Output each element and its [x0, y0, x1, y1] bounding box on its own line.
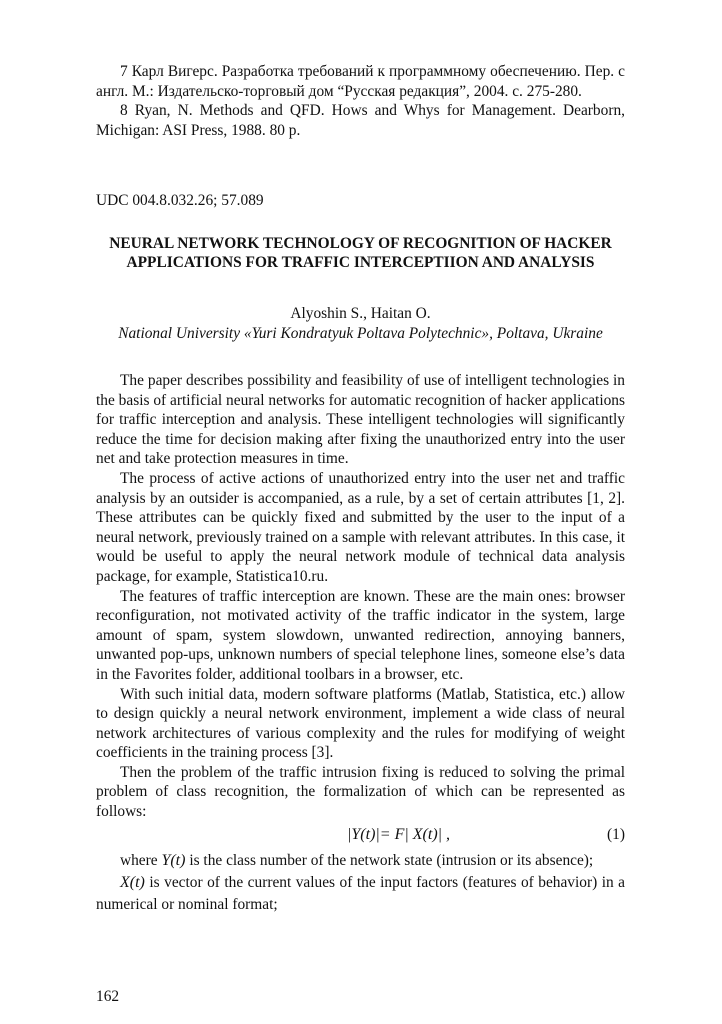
page-number: 162 [96, 988, 120, 1005]
paragraph-features: The features of traffic interception are known. These are the main ones: browser reconfiguration, not motivated activity of the traffic indicator in the system, large amount of spam, system slowdown, unwanted redirection, annoying banners, unwanted pop-ups, unknown numbers of special telephone lines, someone else’s data in the Favorites folder, additional toolbars in a browser, etc. [96, 587, 625, 683]
symbol-y: Y(t) [161, 851, 186, 869]
definition-y [96, 850, 625, 872]
authors: Alyoshin S., Haitan O. [290, 305, 431, 322]
definition-text: is the class number of the network state (intrusion or its absence); [189, 851, 594, 869]
article-body [96, 371, 625, 916]
paragraph-attributes: The process of active actions of unauthorized entry into the user net and traffic analysis by an outsider is accompanied, as a rule, by a set of certain attributes [1, 2]. These attributes can be quickly fixed and submitted by the user to the input of a neural network, previously trained on a sample with relevant attributes. In this case, it would be useful to apply the neural network module of technical data analysis package, for example, Statistica10.ru. [96, 469, 625, 585]
paper-title: NEURAL NETWORK TECHNOLOGY OF RECOGNITION OF HACKER APPLICATIONS FOR TRAFFIC INTERCEPTIION AND ANALYSIS [109, 235, 612, 271]
reference-8: 8 Ryan, N. Methods and QFD. Hows and Whys for Management. Dearborn, Michigan: ASI Press, 1988. 80 p. [96, 102, 625, 139]
equation-formula: |Y(t)|= F| X(t)| , [347, 825, 451, 843]
equation-number: (1) [607, 825, 625, 843]
definition-lead: where [120, 851, 162, 869]
references-block [96, 62, 625, 140]
definition-x [96, 872, 625, 916]
equation-1 [96, 824, 625, 850]
reference-7: 7 Карл Вигерс. Разработка требований к программному обеспечению. Пер. с англ. М.: Издательско-торговый дом “Русская редакция”, 2004. с. 275-280. [96, 63, 625, 100]
symbol-x: X(t) [120, 873, 145, 891]
udc-code: UDC 004.8.032.26; 57.089 [96, 192, 264, 209]
definition-text: is vector of the current values of the input factors (features of behavior) in a numerical or nominal format; [96, 873, 625, 913]
paragraph-platforms: With such initial data, modern software platforms (Matlab, Statistica, etc.) allow to design quickly a neural network environment, implement a wide class of neural network architectures of various complexity and the rules for modifying of weight coefficients in the training process [3]. [96, 685, 625, 762]
paragraph-problem: Then the problem of the traffic intrusion fixing is reduced to solving the primal problem of class recognition, the formalization of which can be represented as follows: [96, 763, 625, 821]
paragraph-abstract: The paper describes possibility and feasibility of use of intelligent technologies in the basis of artificial neural networks for automatic recognition of hacker applications for traffic interception and analysis. These intelligent technologies will significantly reduce the time for decision making after fixing the unauthorized entry into the user net and take protection measures in time. [96, 372, 625, 468]
affiliation: National University «Yuri Kondratyuk Poltava Polytechnic», Poltava, Ukraine [118, 325, 603, 342]
